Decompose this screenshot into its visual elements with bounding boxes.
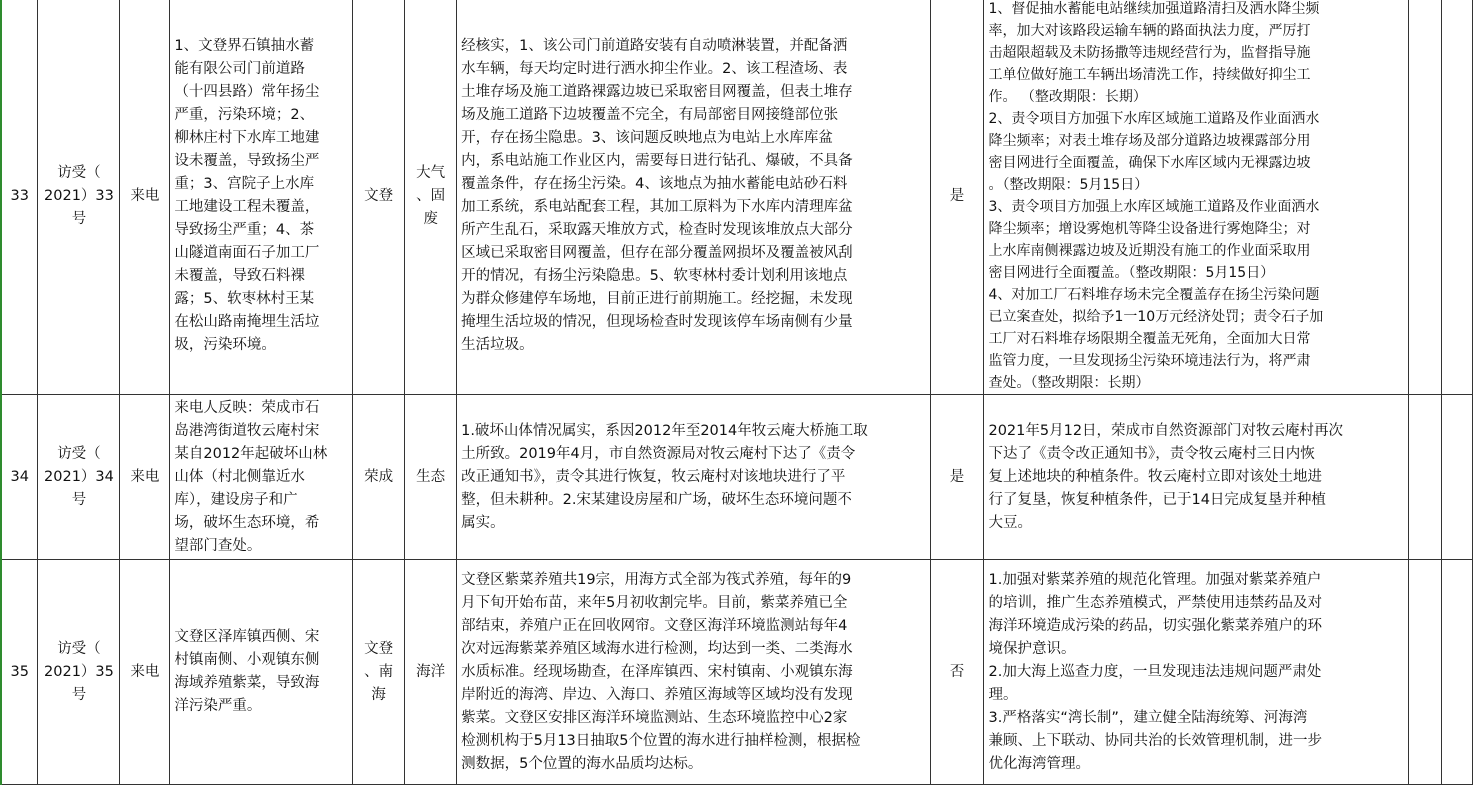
district: 荣成 [353, 395, 405, 560]
pollution-category: 海洋 [405, 560, 457, 785]
extra-cell [1408, 395, 1441, 560]
district: 文登 、南 海 [353, 560, 405, 785]
table-row [1, 395, 1473, 560]
verified-flag: 否 [930, 560, 984, 785]
verified-flag: 是 [930, 0, 984, 395]
row-number: 34 [1, 395, 38, 560]
investigation-findings: 经核实，1、该公司门前道路安装有自动喷淋装置，并配备洒 水车辆，每天均定时进行洒水抑尘作业。2、该工程渣场、表 土堆存场及施工道路裸露边坡已采取密目网覆盖，但表土堆存 场及施工道路下边坡覆盖不完全，有局部密目网接缝部位张 开，存在扬尘隐患。3、该问题反映地点为电站上水库库盆 内，系电站施工作业区内，需要每日进行钻孔、爆破，不具备 覆盖条件，存在扬尘污染。4、该地点为抽水蓄能电站砂石料 加工系统，系电站配套工程，其加工原料为下水库内清理库盆 所产生乱石，采取露天堆放方式，检查时发现该堆放点大部分 区域已采取密目网覆盖，但存在部分覆盖网损坏及覆盖被风刮 开的情况，有扬尘污染隐患。5、软枣林村委计划利用该地点 为群众修建停车场地，目前正进行前期施工。经挖掘，未发现 掩埋生活垃圾的情况，但现场检查时发现该停车场南侧有少量 生活垃圾。 [457, 0, 930, 395]
verified-flag: 是 [930, 395, 984, 560]
complaint-text: 文登区泽库镇西侧、宋 村镇南侧、小观镇东侧 海域养殖紫菜，导致海 洋污染严重。 [170, 560, 353, 785]
row-number: 33 [1, 0, 38, 395]
district: 文登 [353, 0, 405, 395]
extra-cell [1441, 395, 1472, 560]
extra-cell [1441, 560, 1472, 785]
investigation-findings: 1.破坏山体情况属实，系因2012年至2014年牧云庵大桥施工取 土所致。2019年4月，市自然资源局对牧云庵村下达了《责令 改正通知书》，责令其进行恢复，牧云庵村对该地块进行了平 整，但未耕种。2.宋某建设房屋和广场，破坏生态环境问题不 属实。 [457, 395, 930, 560]
rectification-measures: 1.加强对紫菜养殖的规范化管理。加强对紫菜养殖户 的培训，推广生态养殖模式，严禁使用违禁药品及对 海洋环境造成污染的药品，切实强化紫菜养殖户的环 境保护意识。 2.加大海上巡查力度，一旦发现违法违规问题严肃处 理。 3.严格落实“湾长制”，建立健全陆海统筹、河海湾 兼顾、上下联动、协同共治的长效管理机制，进一步 优化海湾管理。 [984, 560, 1409, 785]
investigation-findings: 文登区紫菜养殖共19宗，用海方式全部为筏式养殖，每年的9 月下旬开始布苗，来年5月初收割完毕。目前，紫菜养殖已全 部结束，养殖户正在回收网帘。文登区海洋环境监测站每年4 次对远海紫菜养殖区域海水进行检测，均达到一类、二类海水 水质标准。经现场勘查，在泽库镇西、宋村镇南、小观镇东海 岸附近的海湾、岸边、入海口、养殖区海域等区域均没有发现 紫菜。文登区安排区海洋环境监测站、生态环境监控中心2家 检测机构于5月13日抽取5个位置的海水进行抽样检测，根据检 测数据，5个位置的海水品质均达标。 [457, 560, 930, 785]
rectification-measures: 2021年5月12日，荣成市自然资源部门对牧云庵村再次 下达了《责令改正通知书》，责令牧云庵村三日内恢 复上述地块的种植条件。牧云庵村立即对该处土地进 行了复垦，恢复种植条件，已于14日完成复垦并种植 大豆。 [984, 395, 1409, 560]
pollution-category: 大气 、固 废 [405, 0, 457, 395]
case-id: 访受（ 2021）34 号 [38, 395, 120, 560]
case-id: 访受（ 2021）33 号 [38, 0, 120, 395]
complaint-text: 1、文登界石镇抽水蓄 能有限公司门前道路 （十四县路）常年扬尘 严重，污染环境；2、 柳林庄村下水库工地建 设未覆盖，导致扬尘严 重；3、宫院子上水库 工地建设工程未覆盖， 导致扬尘严重；4、茶 山隧道南面石子加工厂 未覆盖，导致石料裸 露；5、软枣林村王某 在松山路南掩埋生活垃 圾，污染环境。 [170, 0, 353, 395]
source-type: 来电 [120, 395, 170, 560]
extra-cell [1441, 0, 1472, 395]
table-row [1, 0, 1473, 395]
source-type: 来电 [120, 560, 170, 785]
rectification-measures: 1、督促抽水蓄能电站继续加强道路清扫及洒水降尘频 率，加大对该路段运输车辆的路面执法力度，严厉打 击超限超载及未防扬撒等违规经营行为，监督指导施 工单位做好施工车辆出场清洗工作，持续做好抑尘工 作。 （整改期限：长期） 2、责令项目方加强下水库区域施工道路及作业面洒水 降尘频率；对表土堆存场及部分道路边坡裸露部分用 密目网进行全面覆盖，确保下水库区域内无裸露边坡 。（整改期限：5月15日） 3、责令项目方加强上水库区域施工道路及作业面洒水 降尘频率；增设雾炮机等降尘设备进行雾炮降尘；对 上水库南侧裸露边坡及近期没有施工的作业面采取用 密目网进行全面覆盖。（整改期限：5月15日） 4、对加工厂石料堆存场未完全覆盖存在扬尘污染问题 已立案查处，拟给予1一10万元经济处罚；责令石子加 工厂对石料堆存场限期全覆盖无死角，全面加大日常 监管力度，一旦发现扬尘污染环境违法行为，将严肃 查处。（整改期限：长期） [984, 0, 1409, 395]
source-type: 来电 [120, 0, 170, 395]
case-id: 访受（ 2021）35 号 [38, 560, 120, 785]
extra-cell [1408, 560, 1441, 785]
table-row [1, 560, 1473, 785]
extra-cell [1408, 0, 1441, 395]
row-number: 35 [1, 560, 38, 785]
complaint-text: 来电人反映：荣成市石 岛港湾街道牧云庵村宋 某自2012年起破坏山林 山体（村北侧靠近水 库），建设房子和广 场，破坏生态环境，希 望部门查处。 [170, 395, 353, 560]
pollution-category: 生态 [405, 395, 457, 560]
